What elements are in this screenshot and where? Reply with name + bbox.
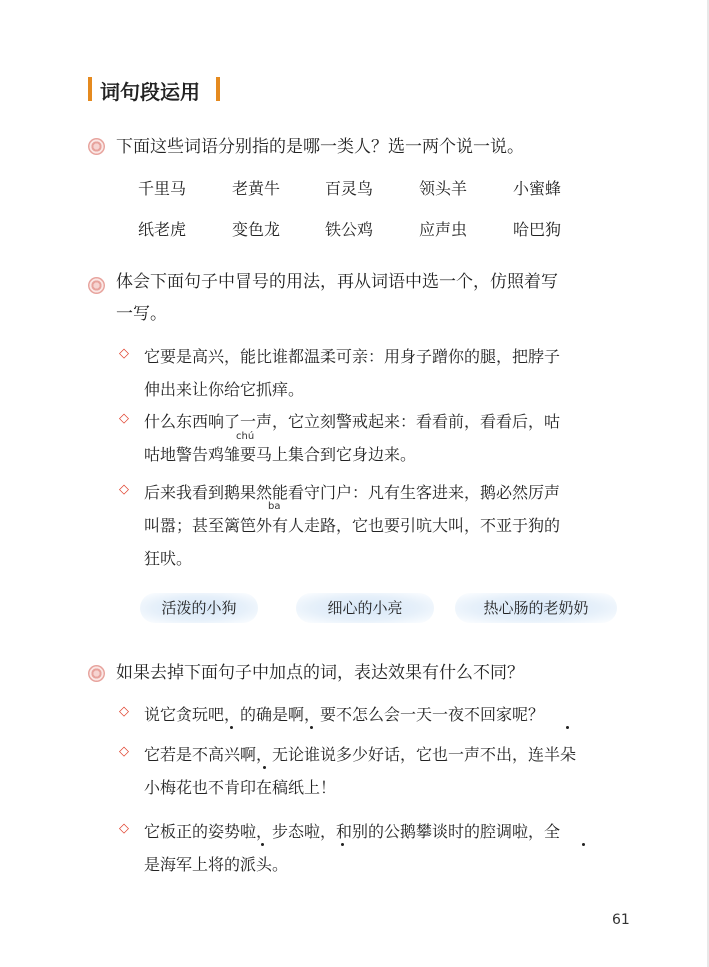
question-1-text: 下面这些词语分别指的是哪一类人？选一两个说一说。 (116, 137, 524, 157)
word-item: 铁公鸡 (325, 220, 374, 239)
example-sentence-line: 咕地警告鸡雏要马上集合到它身边来。 (144, 445, 417, 464)
example-sentence-line: 说它贪玩吧，的确是啊，要不怎么会一天一夜不回家呢？ (144, 705, 545, 724)
word-item: 百灵鸟 (325, 179, 374, 198)
word-item: 应声虫 (419, 220, 468, 239)
example-sentence-line: 它板正的姿势啦，步态啦，和别的公鹅攀谈时的腔调啦，全 (144, 822, 561, 841)
emphasis-dot (230, 726, 233, 729)
question-3-text: 如果去掉下面句子中加点的词，表达效果有什么不同？ (116, 663, 524, 683)
pinyin-annotation: chú (236, 431, 255, 442)
example-sentence-line: 它要是高兴，能比谁都温柔可亲：用身子蹭你的腿，把脖子 (144, 347, 561, 366)
diamond-bullet-icon: ◇ (119, 744, 129, 759)
example-sentence-line: 是海军上将的派头。 (144, 855, 289, 874)
emphasis-dot (341, 843, 344, 846)
page-number: 61 (612, 912, 630, 928)
word-item: 变色龙 (232, 220, 281, 239)
example-sentence-line: 伸出来让你给它抓痒。 (144, 380, 305, 399)
seal-icon (88, 138, 105, 155)
question-2-line-2: 一写。 (116, 304, 167, 324)
emphasis-dot (310, 726, 313, 729)
word-item: 纸老虎 (138, 220, 187, 239)
example-sentence-line: 后来我看到鹅果然能看守门户：凡有生客进来，鹅必然厉声 (144, 483, 561, 502)
diamond-bullet-icon: ◇ (119, 821, 129, 836)
example-sentence-line: 叫嚣；甚至篱笆外有人走路，它也要引吭大叫，不亚于狗的 (144, 516, 561, 535)
word-item: 千里马 (138, 179, 187, 198)
pinyin-annotation: ba (268, 501, 281, 512)
word-item: 小蜜蜂 (513, 179, 562, 198)
question-2-line-1: 体会下面句子中冒号的用法，再从词语中选一个，仿照着写 (116, 272, 558, 292)
emphasis-dot (582, 843, 585, 846)
emphasis-dot (261, 843, 264, 846)
header-bar-right (216, 77, 220, 101)
section-title: 词句段运用 (100, 80, 200, 104)
word-chip: 活泼的小狗 (140, 593, 258, 623)
example-sentence-line: 什么东西响了一声，它立刻警戒起来：看看前，看看后，咕 (144, 412, 561, 431)
word-chip: 热心肠的老奶奶 (455, 593, 617, 623)
example-sentence-line: 它若是不高兴啊，无论谁说多少好话，它也一声不出，连半朵 (144, 745, 577, 764)
diamond-bullet-icon: ◇ (119, 346, 129, 361)
word-chip: 细心的小亮 (296, 593, 434, 623)
diamond-bullet-icon: ◇ (119, 482, 129, 497)
emphasis-dot (566, 726, 569, 729)
emphasis-dot (263, 766, 266, 769)
example-sentence-line: 小梅花也不肯印在稿纸上！ (144, 778, 337, 797)
word-item: 领头羊 (419, 179, 468, 198)
diamond-bullet-icon: ◇ (119, 704, 129, 719)
header-bar-left (88, 77, 92, 101)
seal-icon (88, 665, 105, 682)
word-item: 哈巴狗 (513, 220, 562, 239)
word-item: 老黄牛 (232, 179, 281, 198)
seal-icon (88, 277, 105, 294)
example-sentence-line: 狂吠。 (144, 549, 193, 568)
diamond-bullet-icon: ◇ (119, 411, 129, 426)
